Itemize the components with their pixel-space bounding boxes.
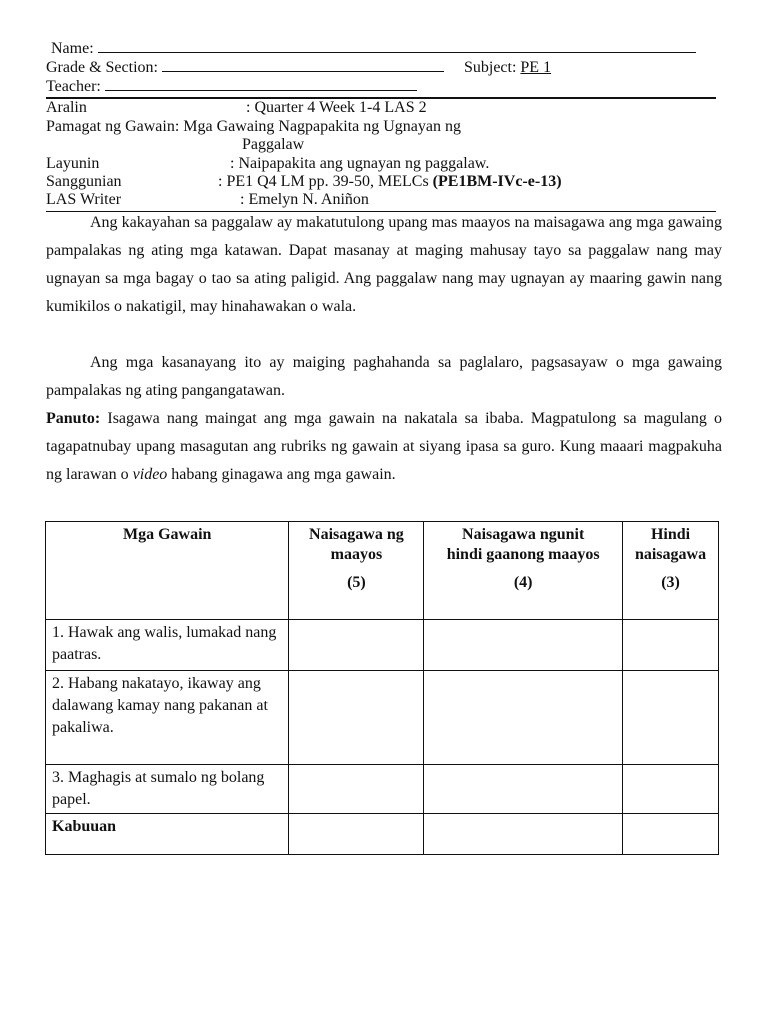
header-mga-gawain-text: Mga Gawain [123,526,212,543]
score-cell-1-5[interactable] [289,620,424,671]
score-cell-2-4[interactable] [424,671,623,765]
panuto-label: Panuto: [46,410,101,427]
score-cell-2-5[interactable] [289,671,424,765]
writer-row [46,191,369,209]
panuto-text-2: habang ginagawa ang mga gawain. [171,466,396,483]
score-cell-1-4[interactable] [424,620,623,671]
paragraph-2-text: Ang mga kasanayang ito ay maiging paghahanda sa paglalaro, pagsasayaw o mga gawaing pampalakas ng ating pangangatawan. [46,354,722,399]
pamagat-value-2: Paggalaw [242,136,305,153]
kabuuan-label [46,814,289,855]
name-line [51,38,696,58]
table-row [46,620,719,671]
header-col2-text: Naisagawa ng maayos [309,526,404,563]
score-cell-2-3[interactable] [623,671,719,765]
aralin-row [46,99,427,117]
panuto-video: video [132,466,168,483]
score-cell-1-3[interactable] [623,620,719,671]
layunin-label: Layunin [46,155,100,172]
header-naisagawa-ngunit [424,522,623,620]
teacher-label: Teacher: [46,78,101,95]
sanggunian-row [46,173,562,191]
total-cell-4[interactable] [424,814,623,855]
grade-blank[interactable] [162,57,444,72]
score-cell-3-4[interactable] [424,765,623,814]
aralin-label: Aralin [46,99,87,116]
grade-section-line [46,57,551,77]
rubric-table [45,521,719,855]
layunin-row [46,155,490,173]
panuto-paragraph [46,405,722,489]
header-naisagawa-maayos [289,522,424,620]
header-hindi-naisagawa [623,522,719,620]
header-col4-score: (3) [661,574,680,591]
activity-3: 3. Maghagis at sumalo ng bolang papel. [46,765,289,814]
name-blank[interactable] [98,38,696,53]
activity-1: 1. Hawak ang walis, lumakad nang paatras. [46,620,289,671]
activity-2: 2. Habang nakatayo, ikaway ang dalawang kamay nang pakanan at pakaliwa. [46,671,289,765]
panuto-text-1: Isagawa nang maingat ang mga gawain na nakatala sa ibaba. Magpatulong sa magulang o tagapatnubay upang masagutan ang rubriks ng gawain at siyang ipasa sa guro. Kung maaari magpakuha ng larawan o [46,410,722,483]
header-col3-score: (4) [513,574,533,591]
teacher-blank[interactable] [105,76,417,91]
paragraph-1-text: Ang kakayahan sa paggalaw ay makatutulong upang mas maayos na maisagawa ang mga gawaing pampalakas ng ating mga katawan. Dapat masanay at maging mahusay tayo sa paggalaw nang may ugnayan sa mga bagay o tao sa ating paligid. Ang paggalaw nang may ugnayan ay maaring gawin nang kumikilos o nakatigil, may hinahawakan o wala. [46,214,722,315]
table-row [46,765,719,814]
aralin-value: : Quarter 4 Week 1-4 LAS 2 [246,99,427,116]
name-label: Name: [51,40,94,57]
header-mga-gawain [46,522,289,620]
paragraph-2 [46,349,722,405]
sanggunian-value [218,173,562,191]
score-cell-3-3[interactable] [623,765,719,814]
header-col4-text: Hindi naisagawa [634,526,707,563]
writer-label: LAS Writer [46,191,122,208]
pamagat-row-2 [242,136,304,154]
table-row [46,671,719,765]
header-col3-text: Naisagawa ngunit hindi gaanong maayos [446,526,600,563]
pamagat-value-1: Mga Gawaing Nagpapakita ng Ugnayan ng [183,118,461,135]
header-col2-score: (5) [347,574,366,591]
paragraph-1 [46,209,722,321]
total-cell-3[interactable] [623,814,719,855]
writer-value: : Emelyn N. Aniñon [240,191,369,208]
pamagat-row [46,118,461,136]
total-row [46,814,719,855]
sanggunian-text: : PE1 Q4 LM pp. 39-50, MELCs [218,173,429,190]
sanggunian-code: (PE1BM-IVc-e-13) [432,173,562,190]
total-cell-5[interactable] [289,814,424,855]
grade-label: Grade & Section: [46,59,158,76]
score-cell-3-5[interactable] [289,765,424,814]
subject-value: PE 1 [520,59,552,76]
subject-label: Subject: [463,59,517,76]
layunin-value: : Naipapakita ang ugnayan ng paggalaw. [230,155,490,172]
pamagat-label: Pamagat ng Gawain: [46,118,180,135]
sanggunian-label: Sanggunian [46,173,122,190]
kabuuan-text: Kabuuan [52,818,117,835]
rubric-header-row [46,522,719,620]
teacher-line [46,76,417,96]
